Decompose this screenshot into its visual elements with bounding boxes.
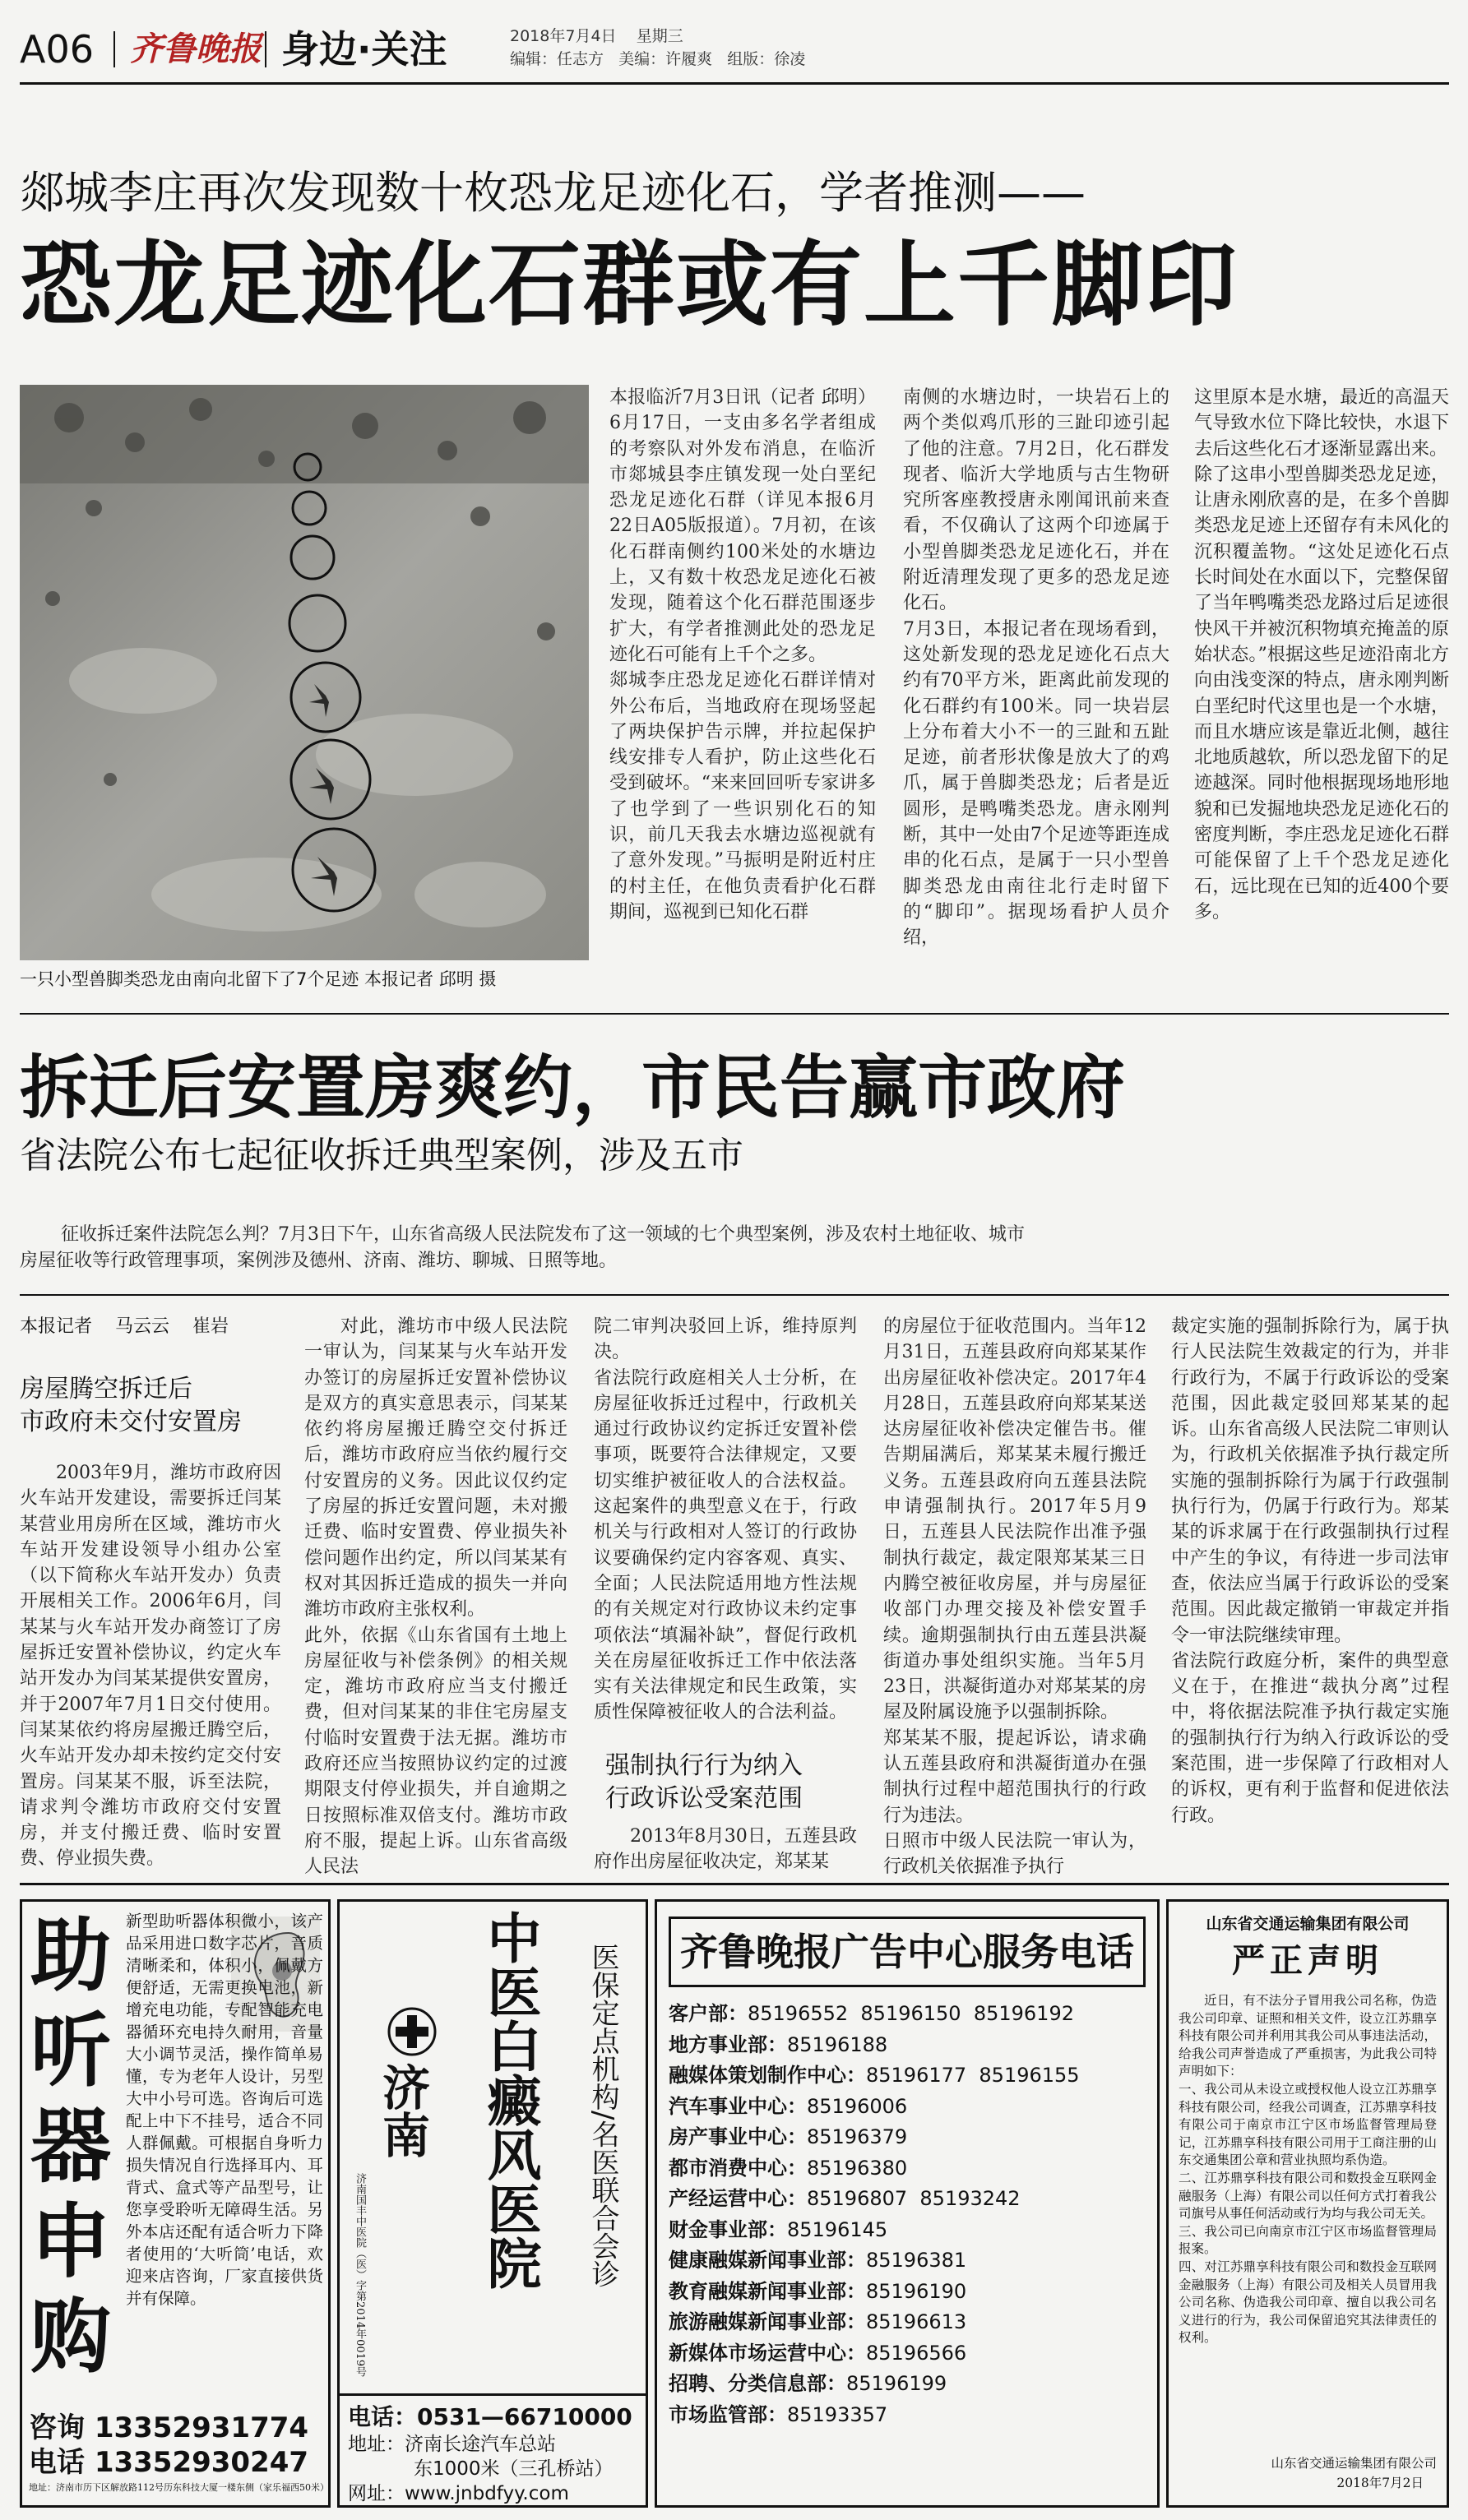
phone-row: 健康融媒新闻事业部： 85196381 — [669, 2249, 967, 2272]
ad-center-phone-list — [669, 1999, 1154, 2430]
article2-text-col5: 裁定实施的强制拆除行为，属于执行人民法院生效裁定的行为，并非行政行为，不属于行政诉讼的受案范围，因此裁定驳回郑某某的起诉。山东省高级人民法院二审则认为，行政机关依据准予执行裁定所实施的强制拆除行为属于行政强制执行行为，仍属于行政行为。郑某某的诉求属于在行政强制执行过程中产生的争议，有待进一步司法审查，依法应当属于行政诉讼的受案范围。因此裁定撤销一审裁定并指令一审法院继续审理。 省法院行政庭分析，案件的典型意义在于，在推进“裁执分离”过程中，将依据法院准予执行裁定实施的强制执行行为纳入行政诉讼的受案范围，进一步保障了行政相对人的诉权，更有利于监督和促进依法行政。 — [1171, 1316, 1449, 1826]
article2-column-5 — [1171, 1314, 1449, 1856]
hospital-ad — [337, 1899, 648, 2508]
editor-credit: 编辑：任志方 — [510, 50, 604, 68]
hospital-license: 济南国丰中医院（医）字第2014年0019号 — [354, 2173, 366, 2378]
statement-body: 近日，有不法分子冒用我公司名称，伪造我公司印章、证照和相关文件，设立江苏鼎享科技有限公司并利用其我公司从事违法活动，给我公司声誉造成了严重损害，为此我公司特声明如下： 一、我公司从未设立或授权他人设立江苏鼎享科技有限公司，经我公司调查，江苏鼎享科技有限公司于南京市江宁区市场监督管理局登记，江苏鼎享科技有限公司用于工商注册的山东交通集团公章和营业执照均系伪造。 二、江苏鼎享科技有限公司和数投金互联网金融服务（上海）有限公司以任何方式打着我公司旗号从事任何活动或行为均与我公司无关。 三、我公司已向南京市江宁区市场监督管理局报案。 四、对江苏鼎享科技有限公司和数投金互联网金融服务（上海）有限公司及相关人员冒用我公司名称、伪造我公司印章、擅自以我公司名义进行的行为，我公司保留追究其法律责任的权利。 — [1179, 1993, 1437, 2346]
hospital-phone: 电话：0531—66710000 — [348, 2403, 632, 2430]
phone-row: 旅游融媒新闻事业部： 85196613 — [669, 2310, 967, 2333]
hospital-address-1: 地址：济南长途汽车总站 — [348, 2434, 556, 2455]
article1-text-col2: 南侧的水塘边时，一块岩石上的两个类似鸡爪形的三趾印迹引起了他的注意。7月2日，化石群发现者、临沂大学地质与古生物研究所客座教授唐永刚闻讯前来查看，不仅确认了这两个印迹属于小型兽脚类恐龙足迹化石，并在附近清理发现了更多的恐龙足迹化石。 7月3日，本报记者在现场看到，这处新发现的恐龙足迹化石点大约有70平方米，距离此前发现的化石群约有100米。同一块岩层上分布着大小不一的三趾和五趾足迹，前者形状像是放大了的鸡爪，属于兽脚类恐龙；后者是近圆形，是鸭嘴类恐龙。唐永刚判断，其中一处由7个足迹等距连成串的化石点，是属于一只小型兽脚类恐龙由南往北行走时留下的“脚印”。据现场看护人员介绍， — [903, 387, 1169, 949]
page-number: A06 — [20, 27, 95, 72]
photo-caption: 一只小型兽脚类恐龙由南向北留下了7个足迹 本报记者 邱明 摄 — [20, 969, 497, 989]
solemn-statement-ad — [1166, 1899, 1449, 2508]
article2-text-col1: 2003年9月，潍坊市政府因火车站开发建设，需要拆迁闫某某营业用房所在区域，潍坊市火车站开发建设领导小组办公室（以下简称火车站开发办）负责开展相关工作。2006年6月，闫某某与火车站开发办商签订了房屋拆迁安置补偿协议，约定火车站开发办为闫某某提供安置房，并于2007年7月1日交付使用。闫某某依约将房屋搬迁腾空后，火车站开发办却未按约定交付安置房。闫某某不服，诉至法院，请求判令潍坊市政府交付安置房，并支付搬迁费、临时安置费、停业损失费。 — [20, 1463, 281, 1870]
article2-text-col4: 的房屋位于征收范围内。当年12月31日，五莲县政府向郑某某作出房屋征收补偿决定。2017年4月28日，五莲县政府向郑某某送达房屋征收补偿决定催告书。催告期届满后，郑某某未履行搬迁义务。五莲县政府向五莲县法院申请强制执行。2017年5月9日，五莲县人民法院作出准予强制执行裁定，裁定限郑某某三日内腾空被征收房屋，并与房屋征收部门办理交接及补偿安置手续。逾期强制执行由五莲县洪凝街道办事处组织实施。当年5月23日，洪凝街道办对郑某某的房屋及附属设施予以强制拆除。 郑某某不服，提起诉讼，请求确认五莲县政府和洪凝街道办在强制执行过程中超范围执行的行政行为违法。 日照市中级人民法院一审认为，行政机关依据准予执行 — [883, 1316, 1146, 1878]
hearing-aid-phone-2: 电话 13352930247 — [29, 2446, 309, 2479]
phone-row: 招聘、分类信息部： 85196199 — [669, 2372, 947, 2395]
hearing-aid-description: 新型助听器体积微小，该产品采用进口数字芯片，音质清晰柔和，体积小，佩戴方便舒适，无需更换电池，新增充电功能，专配智能充电器循环充电持久耐用，音量大小调节灵活，操作简单易懂，专为老年人设计，另型大中小号可选。咨询后可选配上中下不挂号，适合不同人群佩戴。可根据自身听力损失情况自行选择耳内、耳背式、盒式等产品型号，让您享受聆听无障碍生活。另外本店还配有适合听力下降者使用的‘大听筒’电话，欢迎来店咨询，厂家直接供货并有保障。 — [126, 1912, 323, 2308]
ads-separator — [20, 1883, 1449, 1885]
phone-row: 市场监管部： 85193357 — [669, 2402, 888, 2426]
statement-company-header: 山东省交通运输集团有限公司 — [1206, 1915, 1410, 1933]
article2-text-col3a: 院二审判决驳回上诉，维持原判决。 省法院行政庭相关人士分析，在房屋征收拆迁过程中，行政机关通过行政协议约定拆迁安置补偿事项，既要符合法律规定，又要切实维护被征收人的合法权益。这起案件的典型意义在于，行政机关与行政相对人签订的行政协议要确保约定内容客观、真实、全面；人民法院适用地方性法规的有关规定对行政协议未约定事项依法“填漏补缺”，督促行政机关在房屋征收拆迁工作中依法落实有关法律规定和民生政策，实质性保障被征收人的合法利益。 — [594, 1316, 857, 1723]
ad-center-title: 齐鲁晚报广告中心服务电话 — [669, 1917, 1146, 1987]
hearing-aid-ad — [20, 1899, 331, 2508]
hospital-website: 网址：www.jnbdfyy.com — [348, 2483, 569, 2504]
masthead-divider — [265, 31, 266, 67]
dinosaur-footprint-photo — [20, 385, 589, 960]
masthead-divider — [113, 31, 115, 67]
hospital-address-2: 东1000米（三孔桥站） — [414, 2458, 614, 2480]
issue-weekday: 星期三 — [636, 27, 683, 45]
article1-kicker: 郯城李庄再次发现数十枚恐龙足迹化石，学者推测—— — [20, 167, 1086, 219]
subheading-enforcement — [605, 1750, 868, 1815]
article1-column-1 — [609, 385, 876, 1003]
phone-row: 新媒体市场运营中心： 85196566 — [669, 2341, 967, 2365]
ad-center-phones — [655, 1899, 1160, 2508]
statement-title: 严正声明 — [1232, 1942, 1383, 1980]
layout-credit: 组版：徐凌 — [727, 50, 806, 68]
phone-row: 汽车事业中心： 85196006 — [669, 2094, 908, 2118]
article2-lead: 征收拆迁案件法院怎么判？7月3日下午，山东省高级人民法院发布了这一领域的七个典型案例，涉及农村土地征收、城市房屋征收等行政管理事项，案例涉及德州、济南、潍坊、聊城、日照等地。 — [20, 1224, 1025, 1271]
phone-row: 客户部： 85196552 85196150 85196192 — [669, 2002, 1074, 2025]
article2-column-3b — [594, 1824, 857, 1876]
subheading-relocation-line1: 房屋腾空拆迁后 — [20, 1375, 192, 1403]
masthead-rule — [20, 82, 1449, 85]
article2-column-3 — [594, 1314, 857, 1723]
article1-headline: 恐龙足迹化石群或有上千脚印 — [20, 232, 1239, 339]
phone-row: 教育融媒新闻事业部： 85196190 — [669, 2279, 967, 2303]
hospital-tagline: 医保定点机构/名医联合会诊 — [586, 1943, 619, 2288]
article-separator — [20, 1013, 1449, 1015]
article1-text-col3: 这里原本是水塘，最近的高温天气导致水位下降比较快，水退下去后这些化石才逐渐显露出来。 除了这串小型兽脚类恐龙足迹，让唐永刚欣喜的是，在多个兽脚类恐龙足迹上还留存有未风化的沉积覆盖物。“这处足迹化石点长时间处在水面以下，完整保留了当年鸭嘴类恐龙路过后足迹很快风干并被沉积物填充掩盖的原始状态。”根据这些足迹沿南北方向由浅变深的特点，唐永刚判断白垩纪时代这里也是一个水塘，而且水塘应该是靠近北侧，越往北地质越软，所以恐龙留下的足迹越深。同时他根据现场地形地貌和已发掘地块恐龙足迹化石的密度判断，李庄恐龙足迹化石群可能保留了上千个恐龙足迹化石，远比现在已知的近400个要多。 — [1194, 387, 1449, 922]
subheading-relocation — [20, 1373, 332, 1439]
statement-date: 2018年7月2日 — [1336, 2476, 1424, 2490]
masthead-meta — [510, 25, 805, 71]
article1-text-col1: 本报临沂7月3日讯（记者 邱明） 6月17日，一支由多名学者组成的考察队对外发布消息，在临沂市郯城县李庄镇发现一处白垩纪恐龙足迹化石群（详见本报6月22日A05版报道）。7月初，在该化石群南侧约100米处的水塘边上，又有数十枚恐龙足迹化石被发现，随着这个化石群范围逐步扩大，有学者推测此处的恐龙足迹化石可能有上千个之多。 郯城李庄恐龙足迹化石群详情对外公布后，当地政府在现场竖起了两块保护告示牌，并拉起保护线安排专人看护，防止这些化石受到破坏。“来来回回听专家讲多了也学到了一些识别化石的知识，前几天我去水塘边巡视就有了意外发现。”马振明是附近村庄的村主任，在他负责看护化石群期间，巡视到已知化石群 — [609, 387, 876, 922]
lead-separator — [20, 1294, 1449, 1296]
article1-column-2 — [903, 385, 1169, 1003]
article2-text-col2: 对此，潍坊市中级人民法院一审认为，闫某某与火车站开发办签订的房屋拆迁安置补偿协议是双方的真实意思表示，闫某某依约将房屋搬迁腾空交付拆迁后，潍坊市政府应当依约履行交付安置房的义务。因此议仅约定了房屋的拆迁安置问题，未对搬迁费、临时安置费、停业损失补偿问题作出约定，所以闫某某有权对其因拆迁造成的损失一并向潍坊市政府主张权利。 此外，依据《山东省国有土地上房屋征收与补偿条例》的相关规定，潍坊市政府应当支付搬迁费，但对闫某某的非住宅房屋支付临时安置费于法无据。潍坊市政府还应当按照协议约定的过渡期限支付停业损失，并自逾期之日按照标准双倍支付。潍坊市政府不服，提起上诉。山东省高级人民法 — [304, 1316, 567, 1878]
subheading-enforcement-line2: 行政诉讼受案范围 — [605, 1784, 803, 1813]
article2-byline: 本报记者 马云云 崔岩 — [20, 1316, 229, 1337]
article2-column-1 — [20, 1460, 281, 1870]
hearing-aid-title: 助 听 器 申 购 — [30, 1909, 112, 2384]
subheading-enforcement-line1: 强制执行行为纳入 — [605, 1751, 803, 1780]
newspaper-logo: 齐鲁晚报 — [130, 30, 262, 68]
phone-row: 地方事业部： 85196188 — [669, 2032, 888, 2056]
designer-credit: 美编：许履爽 — [618, 50, 713, 68]
section-title: 身边·关注 — [281, 27, 447, 72]
article2-text-col3b: 2013年8月30日，五莲县政府作出房屋征收决定，郑某某 — [594, 1826, 857, 1873]
statement-signature: 山东省交通运输集团有限公司 — [1271, 2456, 1437, 2471]
subheading-relocation-line2: 市政府未交付安置房 — [20, 1408, 242, 1436]
phone-row: 房产事业中心： 85196379 — [669, 2125, 908, 2148]
article2-subheadline: 省法院公布七起征收拆迁典型案例，涉及五市 — [20, 1135, 743, 1177]
article2-headline: 拆迁后安置房爽约，市民告赢市政府 — [20, 1047, 1126, 1128]
issue-date: 2018年7月4日 — [510, 27, 617, 45]
hearing-aid-phone-1: 咨询 13352931774 — [29, 2411, 309, 2444]
article2-column-4 — [883, 1314, 1146, 1878]
phone-row: 财金事业部： 85196145 — [669, 2217, 888, 2241]
hospital-name: 中医白癜风医院 — [478, 1910, 541, 2290]
hospital-cross-icon — [387, 2007, 437, 2056]
hospital-city: 济南 — [374, 2063, 430, 2158]
article2-column-2 — [304, 1314, 567, 1878]
hospital-contact-block — [340, 2393, 646, 2508]
footprint-photo-graphic — [20, 385, 589, 960]
phone-row: 产经运营中心： 85196807 85193242 — [669, 2187, 1021, 2210]
article1-column-3 — [1194, 385, 1449, 1003]
phone-row: 融媒体策划制作中心： 85196177 85196155 — [669, 2064, 1080, 2087]
phone-row: 都市消费中心： 85196380 — [669, 2156, 908, 2180]
hearing-aid-address: 地址：济南市历下区解放路112号历东科技大厦一楼东侧（家乐福西50米） — [29, 2482, 329, 2493]
